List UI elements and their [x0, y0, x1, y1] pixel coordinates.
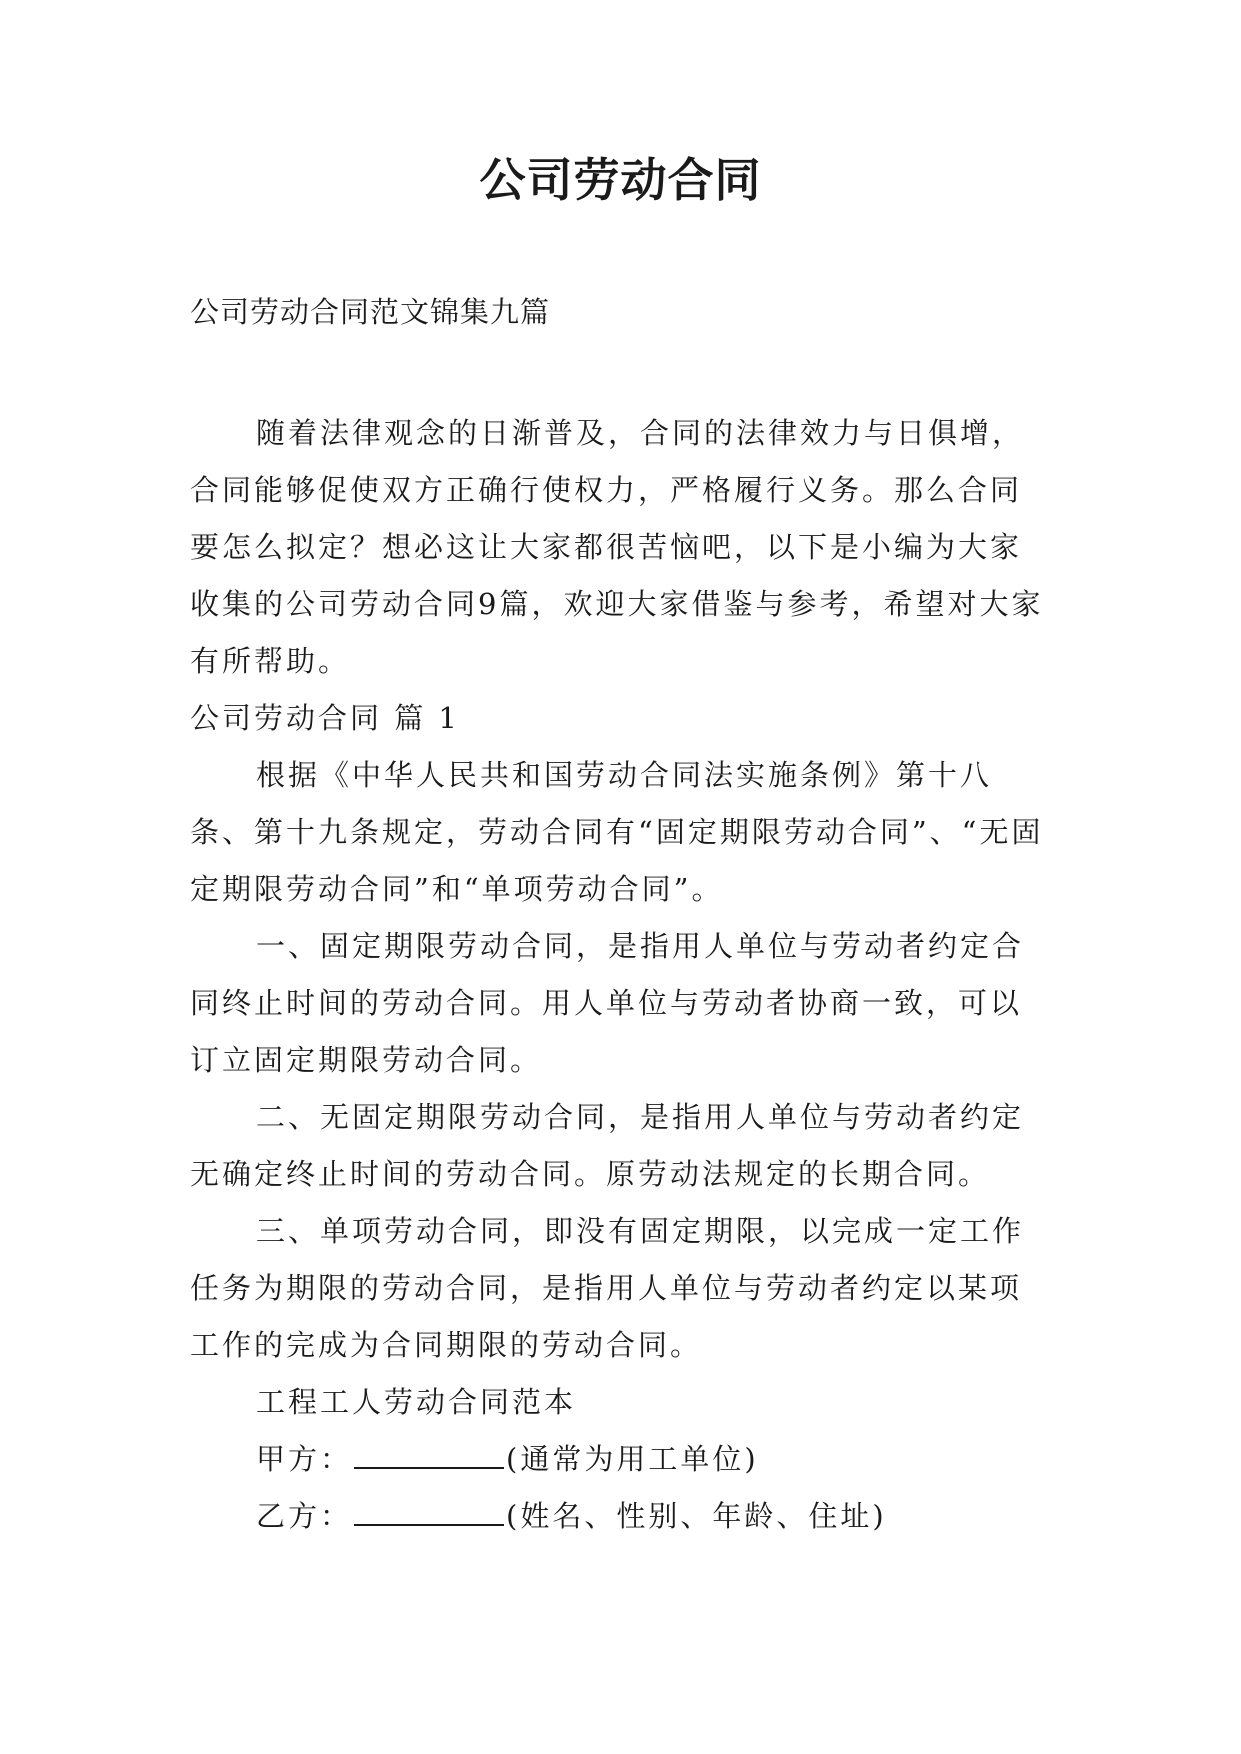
party-b-blank	[354, 1494, 504, 1526]
template-title: 工程工人劳动合同范本	[256, 1385, 577, 1419]
intro-block	[190, 405, 1052, 1545]
party-a-blank	[354, 1437, 504, 1469]
paragraph-2: 一、固定期限劳动合同，是指用人单位与劳动者约定合同终止时间的劳动合同。用人单位与劳动者协商一致，可以订立固定期限劳动合同。	[190, 929, 1025, 1077]
party-a-note: (通常为用工单位)	[506, 1442, 759, 1476]
party-a-line	[190, 1431, 1052, 1488]
section-heading: 公司劳动合同 篇 1	[190, 701, 460, 735]
paragraph-1: 根据《中华人民共和国劳动合同法实施条例》第十八条、第十九条规定，劳动合同有“固定期限劳动合同”、“无固定期限劳动合同”和“单项劳动合同”。	[190, 758, 1044, 906]
intro-paragraph: 随着法律观念的日渐普及，合同的法律效力与日俱增，合同能够促使双方正确行使权力，严格履行义务。那么合同要怎么拟定？想必这让大家都很苦恼吧，以下是小编为大家收集的公司劳动合同9篇，欢迎大家借鉴与参考，希望对大家有所帮助。	[190, 416, 1044, 678]
document-subtitle: 公司劳动合同范文锦集九篇	[190, 295, 551, 329]
document-title: 公司劳动合同	[479, 153, 762, 207]
paragraph-4: 三、单项劳动合同，即没有固定期限，以完成一定工作任务为期限的劳动合同，是指用人单位与劳动者约定以某项工作的完成为合同期限的劳动合同。	[190, 1214, 1025, 1362]
party-a-label: 甲方：	[256, 1442, 353, 1476]
party-b-line	[190, 1488, 1052, 1545]
paragraph-3: 二、无固定期限劳动合同，是指用人单位与劳动者约定无确定终止时间的劳动合同。原劳动法规定的长期合同。	[190, 1100, 1025, 1191]
party-b-note: (姓名、性别、年龄、住址)	[506, 1499, 887, 1533]
party-b-label: 乙方：	[256, 1499, 353, 1533]
